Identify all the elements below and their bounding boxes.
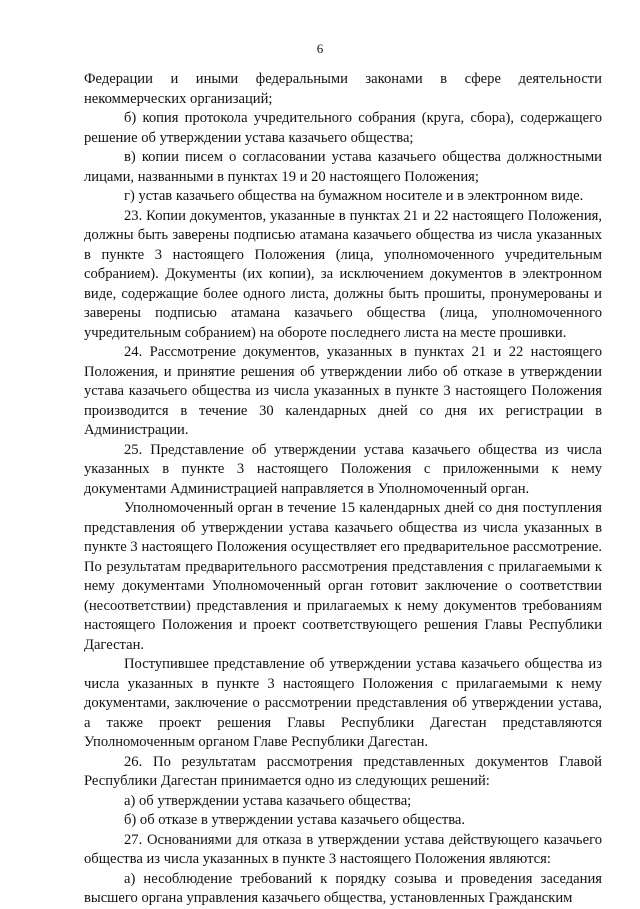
paragraph-authorized-body-review: Уполномоченный орган в течение 15 календарных дней со дня поступления представления об утверждении устава казачьего общества из числа указанных в пункте 3 настоящего Положения осуществляет его предварительное рассмотрение. По результатам предварительного рассмотрения представления с прилагаемыми к нему документами Уполномоченный орган готовит заключение о соответствии (несоответствии) представления и прилагаемых к нему документов требованиям настоящего Положения и проект соответствующего решения Главы Республики Дагестан. <box>84 500 602 653</box>
paragraph-clause-25: 25. Представление об утверждении устава казачьего общества из числа указанных в пункте 3 настоящего Положения с приложенными к нему документами Администрацией направляется в Уполномоченный орган. <box>84 441 602 497</box>
page-number: 6 <box>316 41 324 56</box>
paragraph-submission-to-head: Поступившее представление об утверждении устава казачьего общества из числа указанных в пункте 3 настоящего Положения с прилагаемыми к нему документами, заключение о рассмотрении представления об утверждении устава, а также проект решения Главы Республики Дагестан представляются Уполномоченным органом Главе Республики Дагестан. <box>84 656 602 750</box>
paragraph-clause-27: 27. Основаниями для отказа в утверждении устава действующего казачьего общества из числа указанных в пункте 3 настоящего Положения являются: <box>84 831 602 867</box>
paragraph-decision-b-refuse: б) об отказе в утверждении устава казачьего общества. <box>124 812 466 828</box>
paragraph-decision-a-approve: а) об утверждении устава казачьего общества; <box>124 792 412 809</box>
paragraph-reason-a: а) несоблюдение требований к порядку созыва и проведения заседания высшего органа управления казачьего общества, установленных Гражданским <box>84 870 602 906</box>
paragraph-item-b-protocol: б) копия протокола учредительного собрания (круга, сбора), содержащего решение об утверждении устава казачьего общества; <box>84 110 602 146</box>
document-body <box>84 70 602 909</box>
paragraph-clause-23: 23. Копии документов, указанные в пунктах 21 и 22 настоящего Положения, должны быть заверены подписью атамана казачьего общества из числа указанных в пункте 3 настоящего Положения (лица, уполномоченного учредительным собранием). Документы (их копии), за исключением документов в электронном виде, содержащие более одного листа, должны быть прошиты, пронумерованы и заверены подписью атамана казачьего общества (лица, уполномоченного учредительным собранием) на обороте последнего листа на месте прошивки. <box>84 207 602 341</box>
paragraph-clause-24: 24. Рассмотрение документов, указанных в пунктах 21 и 22 настоящего Положения, и принятие решения об утверждении либо об отказе в утверждении устава казачьего общества из числа указанных в пункте 3 настоящего Положения производится в течение 30 календарных дней со дня их регистрации в Администрации. <box>84 344 602 438</box>
paragraph-continuation: Федерации и иными федеральными законами в сфере деятельности некоммерческих организаций; <box>84 71 602 107</box>
paragraph-clause-26: 26. По результатам рассмотрения представленных документов Главой Республики Дагестан принимается одно из следующих решений: <box>84 753 602 789</box>
paragraph-item-g-charter: г) устав казачьего общества на бумажном носителе и в электронном виде. <box>124 188 584 204</box>
paragraph-item-v-letters: в) копии писем о согласовании устава казачьего общества должностными лицами, названными в пунктах 19 и 20 настоящего Положения; <box>84 149 602 185</box>
